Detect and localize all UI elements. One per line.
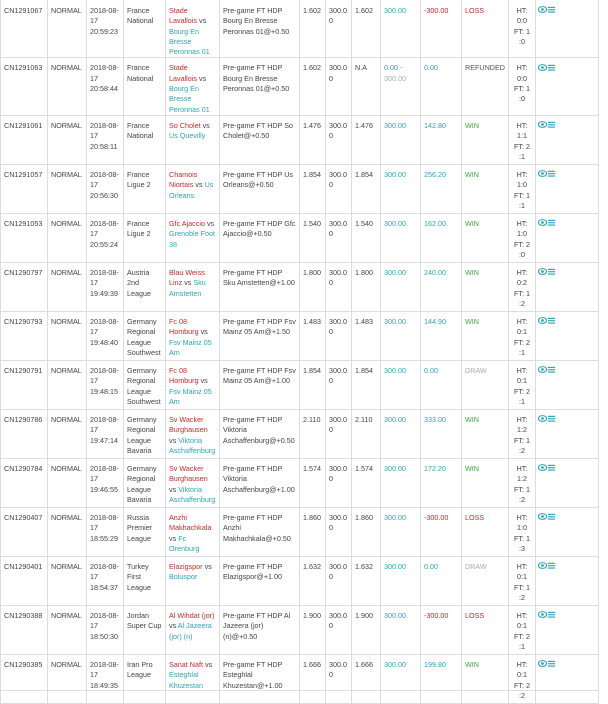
home-team-link[interactable]: Stade Lavallois: [169, 63, 197, 83]
away-team-link[interactable]: Us Quevilly: [169, 131, 206, 141]
amount: 300.00: [381, 311, 421, 360]
status-badge: WIN: [462, 654, 509, 703]
home-team-link[interactable]: Chamois Niortais: [169, 169, 198, 190]
list-icon[interactable]: [547, 5, 556, 14]
table-row: [1, 213, 599, 262]
bet-type: NORMAL: [48, 360, 87, 409]
score: HT: 0:1 FT: 2 :1: [509, 605, 536, 654]
result-amount: 240.00: [421, 262, 462, 311]
bet-datetime: 2018-08-17 19:48:40: [87, 311, 124, 360]
list-icon[interactable]: [547, 512, 556, 521]
league-name: France National: [124, 0, 166, 58]
stake: 300.00: [326, 58, 352, 115]
table-row: [1, 507, 599, 556]
home-team-link[interactable]: Al Wihdat (jor): [169, 610, 215, 620]
amount: 300.00: [381, 164, 421, 213]
eye-icon[interactable]: [538, 561, 547, 570]
match-teams: Elazigspor vs Boluspor: [166, 556, 220, 605]
away-team-link[interactable]: Esteghlal Khuzestan: [169, 670, 203, 690]
score: HT: 0:1 FT: 1 :2: [509, 556, 536, 605]
stake: 300.00: [326, 311, 352, 360]
stake: 300.00: [326, 262, 352, 311]
odds-settled: 2.110: [352, 409, 381, 458]
stake: 300.00: [326, 605, 352, 654]
score: HT: 0:1 FT: 2 :1: [509, 360, 536, 409]
table-row: [1, 556, 599, 605]
home-team-link[interactable]: Anzhi Makhachkala: [169, 512, 212, 533]
status-badge: LOSS: [462, 605, 509, 654]
bet-id: CN1290793: [1, 311, 48, 360]
eye-icon[interactable]: [538, 512, 547, 521]
score: HT: 0:1 FT: 2 :1: [509, 311, 536, 360]
status-badge: LOSS: [462, 0, 509, 58]
odds-settled: 1.860: [352, 507, 381, 556]
market-desc: Pre-game FT HDP Us Orleans@+0.50: [220, 164, 300, 213]
result-amount: 172.20: [421, 458, 462, 507]
bet-datetime: 2018-08-17 20:58:11: [87, 115, 124, 164]
home-team-link[interactable]: Elazigspor: [169, 561, 203, 571]
match-teams: Al Wihdat (jor) vs Al Jazeera (jor) (n): [166, 605, 220, 654]
eye-icon[interactable]: [538, 316, 547, 325]
league-name: Germany Regional League Bavaria: [124, 458, 166, 507]
eye-icon[interactable]: [538, 463, 547, 472]
result-amount: 0.00: [421, 58, 462, 115]
bet-id: CN1291063: [1, 58, 48, 115]
stake: 300.00: [326, 213, 352, 262]
away-team-link[interactable]: Sku Amstetten: [169, 278, 206, 298]
away-team-link[interactable]: Us Orleans: [169, 180, 214, 200]
home-team-link[interactable]: Stade Lavallois: [169, 6, 197, 26]
league-name: Germany Regional League Bavaria: [124, 409, 166, 458]
amount: 300.00: [381, 115, 421, 164]
list-icon[interactable]: [547, 414, 556, 423]
actions: [536, 409, 599, 458]
stake: 300.00: [326, 409, 352, 458]
bet-datetime: 2018-08-17 19:46:55: [87, 458, 124, 507]
league-name: Iran Pro League: [124, 654, 166, 703]
away-team-link[interactable]: Fsv Mainz 05 Am: [169, 337, 212, 357]
bet-type: NORMAL: [48, 115, 87, 164]
market-desc: Pre-game FT HDP Anzhi Makhachkala@+0.50: [220, 507, 300, 556]
bet-type: NORMAL: [48, 0, 87, 58]
score: HT: 1:0 FT: 1 :3: [509, 507, 536, 556]
eye-icon[interactable]: [538, 169, 547, 178]
status-badge: REFUNDED: [462, 58, 509, 115]
odds-settled: 1.900: [352, 605, 381, 654]
bet-type: NORMAL: [48, 262, 87, 311]
bet-datetime: 2018-08-17 18:55:29: [87, 507, 124, 556]
league-name: Austria 2nd League: [124, 262, 166, 311]
bet-type: NORMAL: [48, 311, 87, 360]
amount: 300.00: [381, 0, 421, 58]
bet-type: NORMAL: [48, 654, 87, 703]
league-name: France Ligue 2: [124, 213, 166, 262]
status-badge: WIN: [462, 458, 509, 507]
list-icon[interactable]: [547, 561, 556, 570]
score: HT: 1:0 FT: 2 :0: [509, 213, 536, 262]
score: HT: 1:0 FT: 1 :1: [509, 164, 536, 213]
table-row: [1, 409, 599, 458]
odds: 1.860: [300, 507, 326, 556]
match-teams: Fc 08 Homburg vs Fsv Mainz 05 Am: [166, 360, 220, 409]
odds-settled: 1.854: [352, 164, 381, 213]
bet-type: NORMAL: [48, 409, 87, 458]
odds: 1.632: [300, 556, 326, 605]
bet-id: CN1290407: [1, 507, 48, 556]
home-team-link[interactable]: Sv Wacker Burghausen: [169, 414, 208, 435]
market-desc: Pre-game FT HDP Viktoria Aschaffenburg@+0.50: [220, 409, 300, 458]
market-desc: Pre-game FT HDP Elazigspor@+1.00: [220, 556, 300, 605]
stake: 300.00: [326, 654, 352, 703]
home-team-link[interactable]: Sv Wacker Burghausen: [169, 463, 208, 484]
score: HT: 1:2 FT: 1 :2: [509, 409, 536, 458]
odds-settled: N.A: [352, 58, 381, 115]
away-team-link[interactable]: Grenoble Foot 38: [169, 229, 215, 249]
result-amount: 142.80: [421, 115, 462, 164]
odds: 1.574: [300, 458, 326, 507]
market-desc: Pre-game FT HDP Bourg En Bresse Peronnas 01@+0.50: [220, 0, 300, 58]
away-team-link[interactable]: Bourg En Bresse Peronnas 01: [169, 84, 210, 114]
odds: 1.540: [300, 213, 326, 262]
eye-icon[interactable]: [538, 659, 547, 668]
match-teams: Sanat Naft vs Esteghlal Khuzestan: [166, 654, 220, 703]
bet-datetime: 2018-08-17 19:48:15: [87, 360, 124, 409]
away-team-link[interactable]: Boluspor: [169, 572, 198, 582]
away-team-link[interactable]: Fc Orenburg: [169, 533, 200, 553]
status-badge: LOSS: [462, 507, 509, 556]
table-row: [1, 605, 599, 654]
table-row: [1, 311, 599, 360]
score: HT: 1:1 FT: 2 :1: [509, 115, 536, 164]
actions: [536, 58, 599, 115]
odds-settled: 1.800: [352, 262, 381, 311]
table-row: [1, 360, 599, 409]
league-name: France National: [124, 115, 166, 164]
status-badge: WIN: [462, 164, 509, 213]
market-desc: Pre-game FT HDP Fsv Mainz 05 Am@+1.50: [220, 311, 300, 360]
match-teams: Chamois Niortais vs Us Orleans: [166, 164, 220, 213]
status-badge: DRAW: [462, 360, 509, 409]
amount: 300.00: [381, 262, 421, 311]
table-row: [1, 262, 599, 311]
stake: 300.00: [326, 507, 352, 556]
league-name: Jordan Super Cup: [124, 605, 166, 654]
bet-datetime: 2018-08-17 20:59:23: [87, 0, 124, 58]
home-team-link[interactable]: Sanat Naft: [169, 659, 203, 669]
actions: [536, 164, 599, 213]
odds-settled: 1.632: [352, 556, 381, 605]
away-team-link[interactable]: Viktoria Aschaffenburg: [169, 484, 216, 504]
odds-settled: 1.476: [352, 115, 381, 164]
match-teams: Sv Wacker Burghausen vs Viktoria Aschaffenburg: [166, 409, 220, 458]
bet-id: CN1291057: [1, 164, 48, 213]
league-name: Russia Premier League: [124, 507, 166, 556]
amount: 300.00: [381, 213, 421, 262]
stake: 300.00: [326, 164, 352, 213]
home-team-link[interactable]: Fc 08 Homburg: [169, 316, 199, 337]
league-name: France Ligue 2: [124, 164, 166, 213]
result-amount: -300.00: [421, 0, 462, 58]
amount: 300.00: [381, 409, 421, 458]
status-badge: WIN: [462, 409, 509, 458]
match-teams: So Cholet vs Us Quevilly: [166, 115, 220, 164]
eye-icon[interactable]: [538, 5, 547, 14]
stake: 300.00: [326, 458, 352, 507]
odds-settled: 1.483: [352, 311, 381, 360]
odds-settled: 1.602: [352, 0, 381, 58]
list-icon[interactable]: [547, 267, 556, 276]
result-amount: -300.00: [421, 605, 462, 654]
bet-datetime: 2018-08-17 19:49:39: [87, 262, 124, 311]
bet-datetime: 2018-08-17 20:56:30: [87, 164, 124, 213]
home-team-link[interactable]: So Cholet: [169, 120, 201, 130]
away-team-link[interactable]: Bourg En Bresse Peronnas 01: [169, 26, 210, 57]
bet-datetime: 2018-08-17 18:50:30: [87, 605, 124, 654]
amount: 300.00: [381, 507, 421, 556]
match-teams: Anzhi Makhachkala vs Fc Orenburg: [166, 507, 220, 556]
market-desc: Pre-game FT HDP Al Jazeera (jor) (n)@+0.50: [220, 605, 300, 654]
bet-id: CN1291053: [1, 213, 48, 262]
match-teams: Sv Wacker Burghausen vs Viktoria Aschaffenburg: [166, 458, 220, 507]
odds-settled: 1.574: [352, 458, 381, 507]
list-icon[interactable]: [547, 610, 556, 619]
eye-icon[interactable]: [538, 610, 547, 619]
actions: [536, 311, 599, 360]
actions: [536, 556, 599, 605]
odds: 1.483: [300, 311, 326, 360]
bet-datetime: 2018-08-17 19:47:14: [87, 409, 124, 458]
bet-id: CN1290401: [1, 556, 48, 605]
status-badge: WIN: [462, 213, 509, 262]
result-amount: 0.00: [421, 556, 462, 605]
score: HT: 0:1 FT: 2 :2: [509, 654, 536, 703]
score: HT: 0:0 FT: 1 :0: [509, 0, 536, 58]
bet-type: NORMAL: [48, 605, 87, 654]
actions: [536, 605, 599, 654]
odds: 1.602: [300, 58, 326, 115]
bet-type: NORMAL: [48, 458, 87, 507]
result-amount: 256.20: [421, 164, 462, 213]
table-row: [1, 115, 599, 164]
league-name: France National: [124, 58, 166, 115]
odds: 2.110: [300, 409, 326, 458]
market-desc: Pre-game FT HDP Sku Amstetten@+1.00: [220, 262, 300, 311]
home-team-link[interactable]: Fc 08 Homburg: [169, 365, 199, 386]
list-icon[interactable]: [547, 120, 556, 129]
home-team-link[interactable]: Gfc Ajaccio: [169, 218, 205, 228]
odds-settled: 1.854: [352, 360, 381, 409]
bet-type: NORMAL: [48, 164, 87, 213]
eye-icon[interactable]: [538, 218, 547, 227]
bet-id: CN1290388: [1, 605, 48, 654]
market-desc: Pre-game FT HDP Fsv Mainz 05 Am@+1.00: [220, 360, 300, 409]
match-teams: Blau Weiss Linz vs Sku Amstetten: [166, 262, 220, 311]
result-amount: 333.00: [421, 409, 462, 458]
amount: 300.00: [381, 556, 421, 605]
table-row: [1, 458, 599, 507]
status-badge: WIN: [462, 311, 509, 360]
eye-icon[interactable]: [538, 120, 547, 129]
stake: 300.00: [326, 360, 352, 409]
bet-id: CN1291067: [1, 0, 48, 58]
amount: 300.00: [381, 360, 421, 409]
bet-datetime: 2018-08-17 20:55:24: [87, 213, 124, 262]
result-amount: 199.80: [421, 654, 462, 703]
bet-id: CN1290791: [1, 360, 48, 409]
home-team-link[interactable]: Blau Weiss Linz: [169, 267, 205, 288]
score: HT: 0:2 FT: 1 :2: [509, 262, 536, 311]
bet-datetime: 2018-08-17 18:54:37: [87, 556, 124, 605]
actions: [536, 507, 599, 556]
odds: 1.900: [300, 605, 326, 654]
market-desc: Pre-game FT HDP Viktoria Aschaffenburg@+1.00: [220, 458, 300, 507]
eye-icon[interactable]: [538, 267, 547, 276]
bet-id: CN1290786: [1, 409, 48, 458]
result-amount: 144.90: [421, 311, 462, 360]
odds-settled: 1.540: [352, 213, 381, 262]
bet-type: NORMAL: [48, 58, 87, 115]
market-desc: Pre-game FT HDP Esteghlal Khuzestan@+1.00: [220, 654, 300, 703]
market-desc: Pre-game FT HDP So Cholet@+0.50: [220, 115, 300, 164]
actions: [536, 458, 599, 507]
bet-type: NORMAL: [48, 556, 87, 605]
eye-icon[interactable]: [538, 365, 547, 374]
market-desc: Pre-game FT HDP Gfc Ajaccio@+0.50: [220, 213, 300, 262]
result-amount: 162.00: [421, 213, 462, 262]
stake: 300.00: [326, 115, 352, 164]
bet-datetime: 2018-08-17 20:58:44: [87, 58, 124, 115]
bet-type: NORMAL: [48, 213, 87, 262]
list-icon[interactable]: [547, 63, 556, 72]
list-icon[interactable]: [547, 365, 556, 374]
league-name: Germany Regional League Southwest: [124, 311, 166, 360]
away-team-link[interactable]: Viktoria Aschaffenburg: [169, 435, 216, 455]
status-badge: WIN: [462, 262, 509, 311]
bet-datetime: 2018-08-17 18:49:35: [87, 654, 124, 703]
odds: 1.800: [300, 262, 326, 311]
result-amount: -300.00: [421, 507, 462, 556]
odds: 1.476: [300, 115, 326, 164]
amount: 0.00 - 300.00: [381, 58, 421, 115]
odds: 1.854: [300, 164, 326, 213]
result-amount: 0.00: [421, 360, 462, 409]
list-icon[interactable]: [547, 316, 556, 325]
eye-icon[interactable]: [538, 414, 547, 423]
match-teams: Fc 08 Homburg vs Fsv Mainz 05 Am: [166, 311, 220, 360]
amount: 300.00: [381, 654, 421, 703]
away-team-link[interactable]: Fsv Mainz 05 Am: [169, 386, 212, 406]
score: HT: 1:2 FT: 1 :2: [509, 458, 536, 507]
actions: [536, 213, 599, 262]
amount: 300.00: [381, 605, 421, 654]
table-row: [1, 0, 599, 58]
list-icon[interactable]: [547, 169, 556, 178]
stake: 300.00: [326, 0, 352, 58]
actions: [536, 262, 599, 311]
bet-type: NORMAL: [48, 507, 87, 556]
list-icon[interactable]: [547, 659, 556, 668]
league-name: Germany Regional League Southwest: [124, 360, 166, 409]
actions: [536, 0, 599, 58]
table-row: [1, 58, 599, 115]
stake: 300.00: [326, 556, 352, 605]
market-desc: Pre-game FT HDP Bourg En Bresse Peronnas 01@+0.50: [220, 58, 300, 115]
league-name: Turkey First League: [124, 556, 166, 605]
away-team-link[interactable]: Al Jazeera (jor) (n): [169, 621, 212, 641]
match-teams: Stade Lavallois vs Bourg En Bresse Peronnas 01: [166, 0, 220, 58]
status-badge: WIN: [462, 115, 509, 164]
amount: 300.00: [381, 458, 421, 507]
list-icon[interactable]: [547, 463, 556, 472]
match-teams: Gfc Ajaccio vs Grenoble Foot 38: [166, 213, 220, 262]
score: HT: 0:0 FT: 1 :0: [509, 58, 536, 115]
bet-id: CN1290797: [1, 262, 48, 311]
odds: 1.854: [300, 360, 326, 409]
eye-icon[interactable]: [538, 63, 547, 72]
table-row: [1, 164, 599, 213]
bet-id: CN1291061: [1, 115, 48, 164]
actions: [536, 360, 599, 409]
list-icon[interactable]: [547, 218, 556, 227]
bet-id: CN1290784: [1, 458, 48, 507]
actions: [536, 115, 599, 164]
odds: 1.666: [300, 654, 326, 703]
table-footer: [0, 690, 599, 701]
status-badge: DRAW: [462, 556, 509, 605]
odds-settled: 1.666: [352, 654, 381, 703]
odds: 1.602: [300, 0, 326, 58]
match-teams: Stade Lavallois vs Bourg En Bresse Peronnas 01: [166, 58, 220, 115]
bet-id: CN1290385: [1, 654, 48, 703]
